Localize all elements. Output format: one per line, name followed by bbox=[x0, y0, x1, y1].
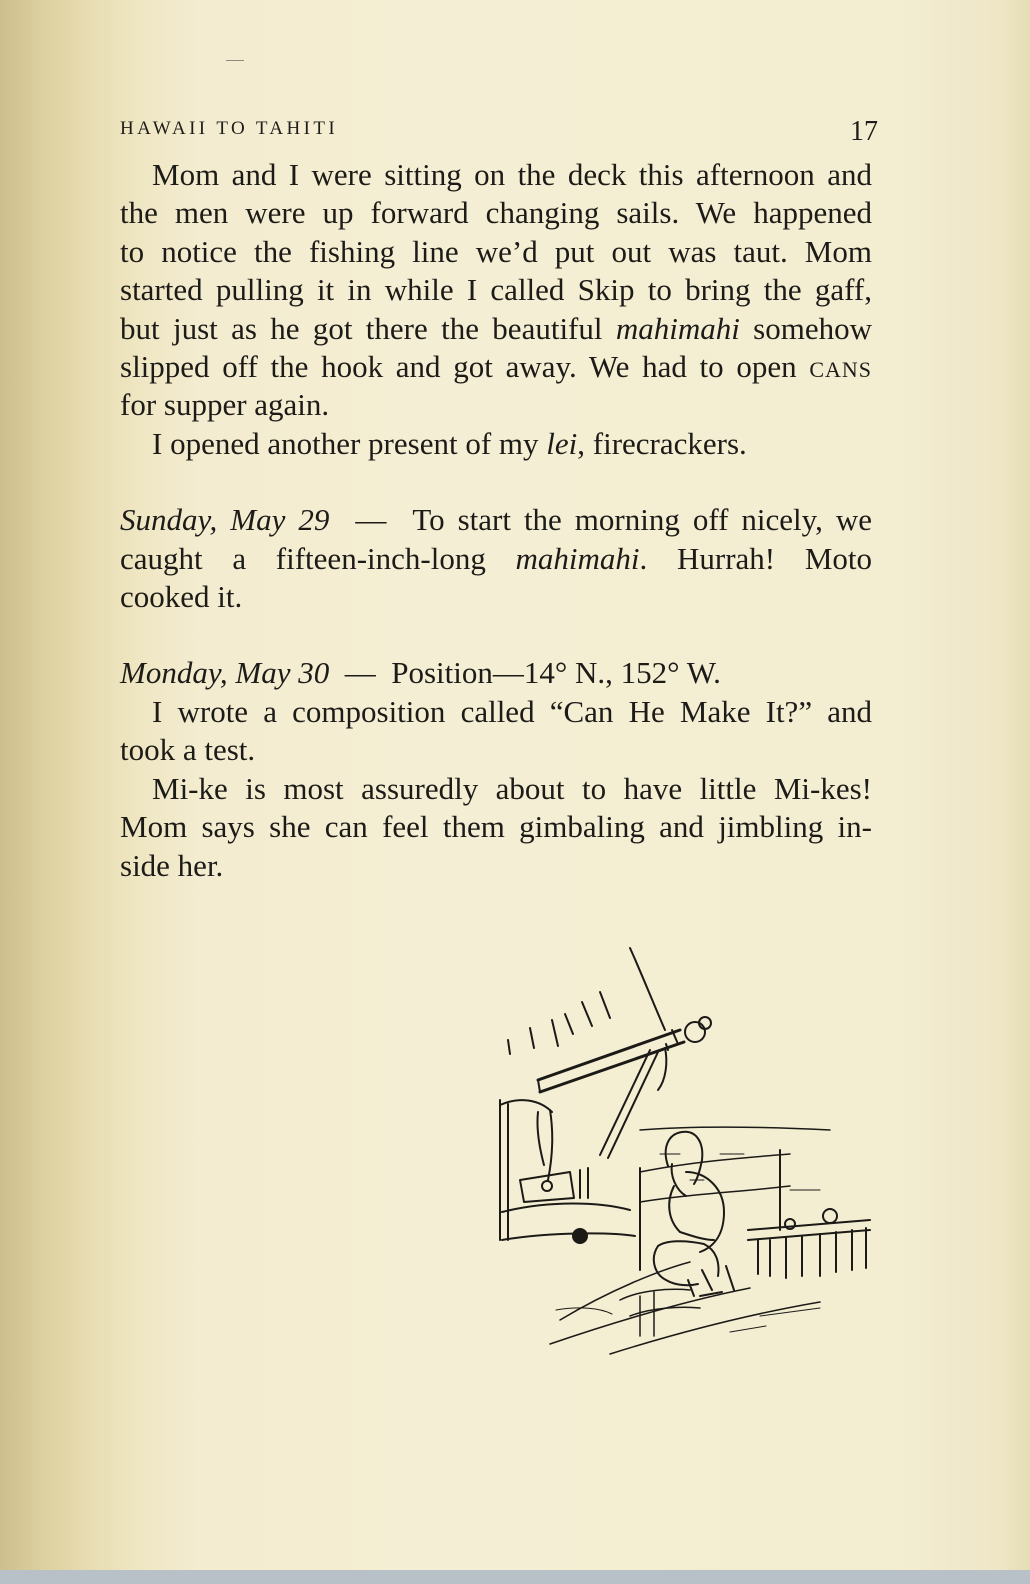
small-caps-word: cans bbox=[809, 349, 872, 385]
text-line bbox=[120, 425, 872, 463]
text-line: side her. bbox=[120, 847, 224, 883]
text-line bbox=[120, 310, 872, 348]
text-run: somehow bbox=[739, 310, 872, 346]
diary-text bbox=[120, 156, 872, 885]
text-line: cooked it. bbox=[120, 579, 243, 615]
text-line: to notice the fishing line we’d put out was taut. Mom bbox=[120, 233, 872, 269]
text-run: caught a fifteen-inch-long bbox=[120, 540, 516, 576]
text-run: . Hurrah! Moto bbox=[639, 540, 873, 576]
text-run: I opened another present of my bbox=[152, 425, 547, 461]
text-line bbox=[120, 540, 872, 578]
text-line: I wrote a composition called “Can He Make It?” and bbox=[152, 693, 872, 729]
text-line bbox=[120, 348, 872, 386]
text-run: slipped off the hook and got away. We had to open bbox=[120, 349, 810, 385]
text-line: the men were up forward changing sails. We happened bbox=[120, 195, 872, 231]
deck-illustration bbox=[490, 940, 880, 1360]
em-dash: — bbox=[355, 502, 387, 538]
text-run: To start the morning off nicely, we bbox=[412, 502, 873, 538]
text-run: but just as he got there the beautiful bbox=[120, 310, 616, 346]
entry-date: Monday, May 30 bbox=[120, 655, 330, 691]
running-head: HAWAII TO TAHITI bbox=[120, 118, 339, 139]
text-line: took a test. bbox=[120, 732, 256, 768]
text-line: Mom says she can feel them gimbaling and jimbling in- bbox=[120, 809, 872, 845]
em-dash: — bbox=[344, 655, 376, 691]
entry-date: Sunday, May 29 bbox=[120, 502, 330, 538]
italic-word: mahimahi bbox=[615, 310, 740, 346]
position-text: Position—14° N., 152° W. bbox=[391, 655, 721, 691]
page-header bbox=[120, 118, 878, 148]
entry-line bbox=[120, 501, 872, 539]
entry-line bbox=[120, 654, 872, 692]
text-run: , firecrackers. bbox=[577, 425, 747, 461]
stray-mark bbox=[226, 60, 244, 61]
text-line: started pulling it in while I called Skip to bring the gaff, bbox=[120, 272, 872, 308]
italic-word: mahimahi bbox=[515, 540, 640, 576]
italic-word: lei bbox=[546, 425, 578, 461]
text-line: for supper again. bbox=[120, 387, 330, 423]
page-number: 17 bbox=[850, 116, 878, 147]
text-line: Mi-ke is most assuredly about to have little Mi-kes! bbox=[152, 770, 872, 806]
text-line: Mom and I were sitting on the deck this afternoon and bbox=[152, 157, 872, 192]
